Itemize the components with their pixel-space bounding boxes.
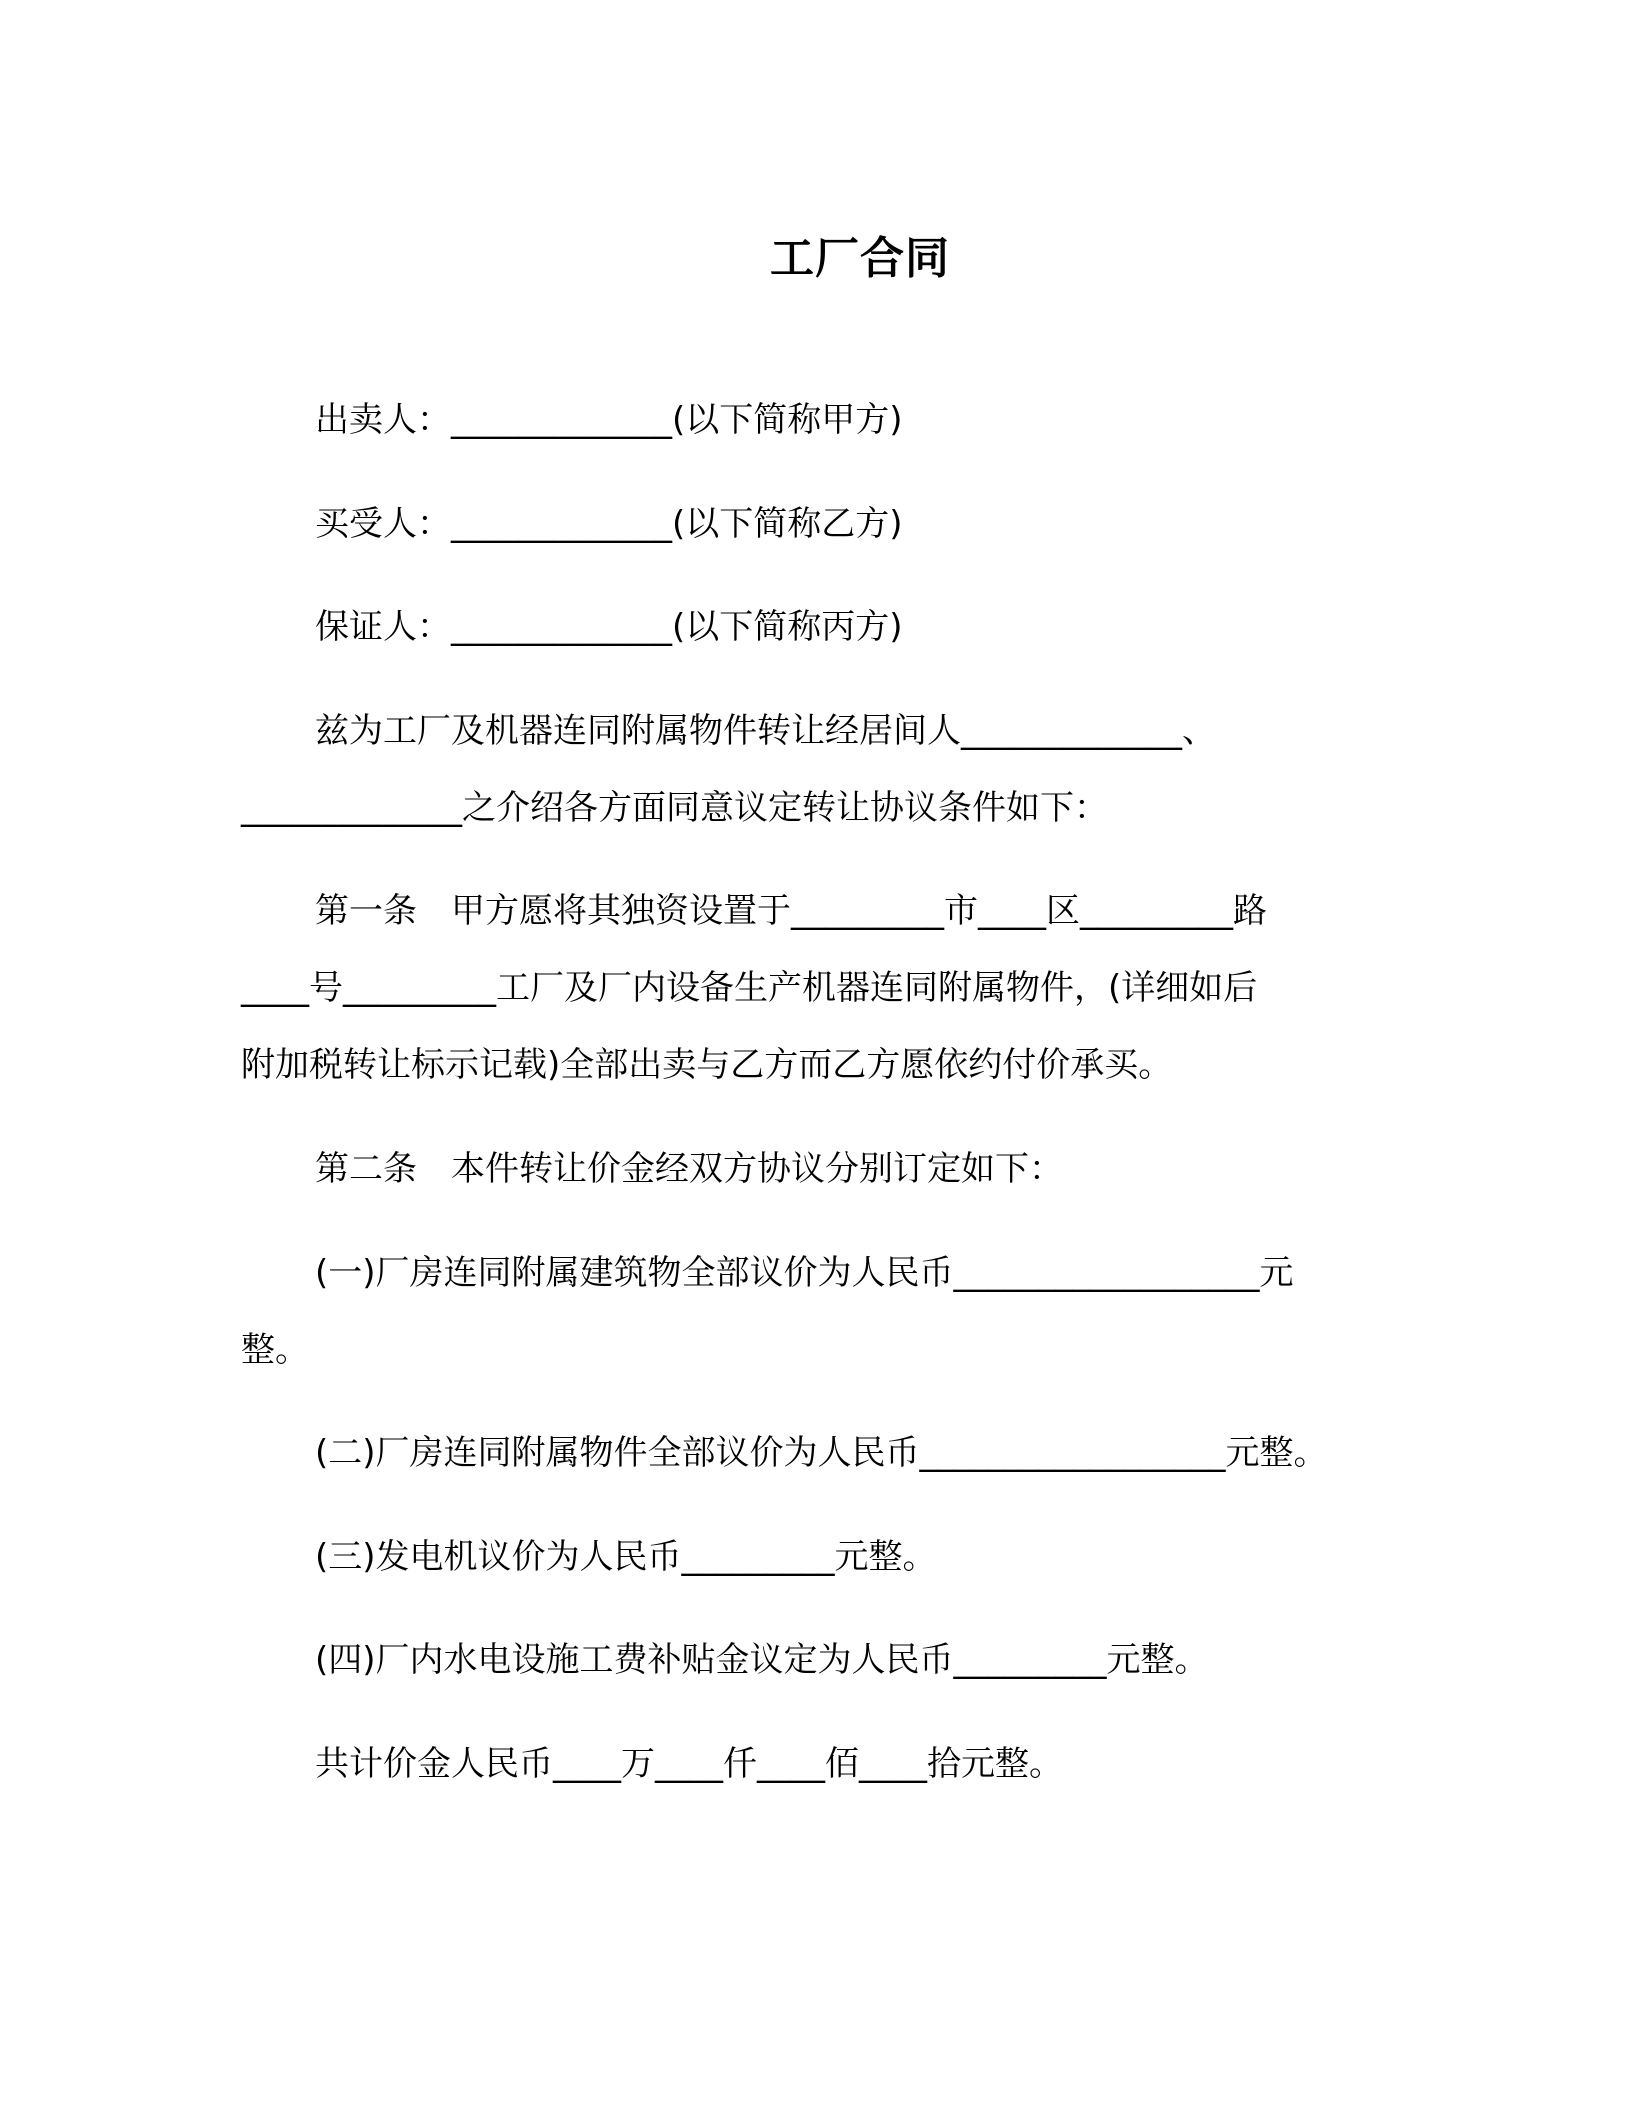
item-4-line: (四)厂内水电设施工费补贴金议定为人民币_________元整。 [315, 1640, 1209, 1680]
item-1-line-1: (一)厂房连同附属建筑物全部议价为人民币__________________元 [315, 1253, 1294, 1293]
buyer-line: 买受人：_____________(以下简称乙方) [315, 504, 903, 544]
total-price-line: 共计价金人民币____万____仟____佰____拾元整。 [315, 1744, 1063, 1784]
document-title: 工厂合同 [770, 233, 950, 284]
seller-line: 出卖人：_____________(以下简称甲方) [315, 400, 903, 440]
article-1-line-2: ____号_________工厂及厂内设备生产机器连同附属物件，(详细如后 [241, 968, 1258, 1008]
intro-paragraph-line-2: _____________之介绍各方面同意议定转让协议条件如下： [241, 788, 1108, 828]
article-1-line-1: 第一条 甲方愿将其独资设置于_________市____区_________路 [315, 891, 1267, 931]
item-2-line: (二)厂房连同附属物件全部议价为人民币__________________元整。 [315, 1433, 1328, 1473]
article-1-line-3: 附加税转让标示记载)全部出卖与乙方而乙方愿依约付价承买。 [241, 1045, 1173, 1085]
intro-paragraph-line-1: 兹为工厂及机器连同附属物件转让经居间人_____________、 [315, 711, 1216, 751]
article-2-heading: 第二条 本件转让价金经双方协议分别订定如下： [315, 1149, 1063, 1189]
item-3-line: (三)发电机议价为人民币_________元整。 [315, 1537, 937, 1577]
guarantor-line: 保证人：_____________(以下简称丙方) [315, 607, 903, 647]
item-1-line-2: 整。 [241, 1330, 309, 1370]
